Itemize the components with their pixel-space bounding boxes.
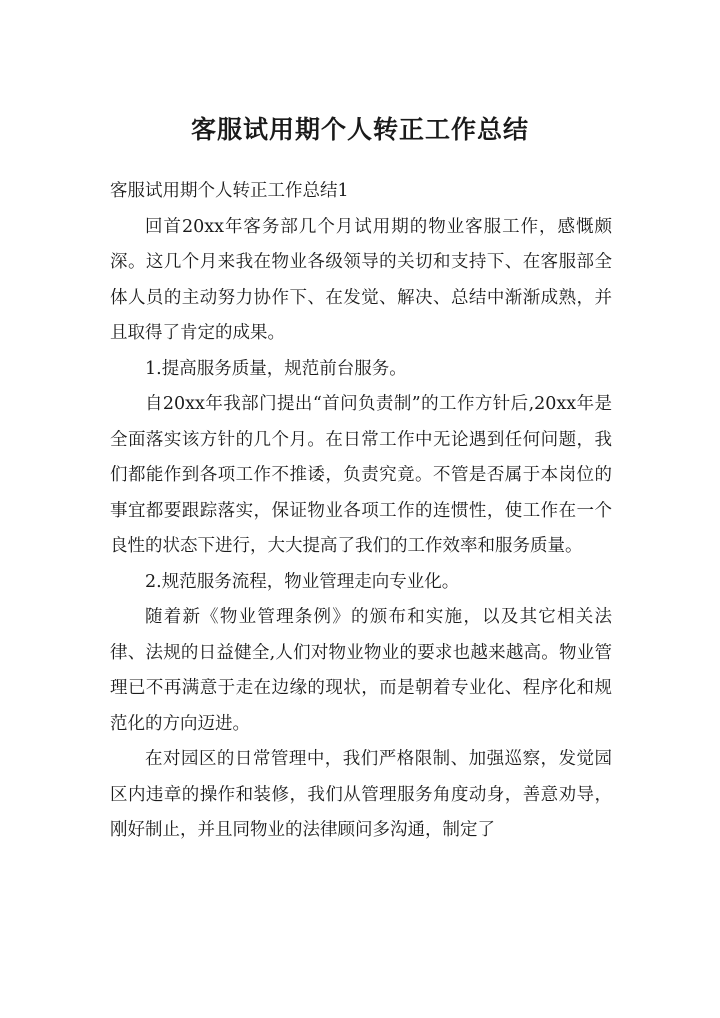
- paragraph-point-1: 1.提高服务质量，规范前台服务。: [145, 358, 407, 379]
- paragraph-point-2: 2.规范服务流程，物业管理走向专业化。: [145, 571, 460, 592]
- paragraph-intro: 回首20xx年客务部几个月试用期的物业客服工作，感慨颇深。这几个月来我在物业各级领导的关切和支持下、在客服部全体人员的主动努力协作下、在发觉、解决、总结中渐渐成熟，并且取得了肯定的成果。: [110, 216, 612, 343]
- section-heading: 客服试用期个人转正工作总结1: [110, 181, 349, 201]
- paragraph-point-2-body: 随着新《物业管理条例》的颁布和实施，以及其它相关法律、法规的日益健全,人们对物业物业的要求也越来越高。物业管理已不再满意于走在边缘的现状，而是朝着专业化、程序化和规范化的方向迈进。: [110, 607, 612, 734]
- paragraph-point-1-body: 自20xx年我部门提出“首问负责制”的工作方针后,20xx年是全面落实该方针的几个月。在日常工作中无论遇到任何问题，我们都能作到各项工作不推诿，负责究竟。不管是否属于本岗位的事宜都要跟踪落实，保证物业各项工作的连惯性，使工作在一个良性的状态下进行，大大提高了我们的工作效率和服务质量。: [110, 394, 612, 556]
- document-body: [110, 174, 612, 849]
- paragraph-management: 在对园区的日常管理中，我们严格限制、加强巡察，发觉园区内违章的操作和装修，我们从管理服务角度动身，善意劝导，刚好制止，并且同物业的法律顾问多沟通，制定了: [110, 749, 612, 840]
- document-title: 客服试用期个人转正工作总结: [190, 115, 529, 144]
